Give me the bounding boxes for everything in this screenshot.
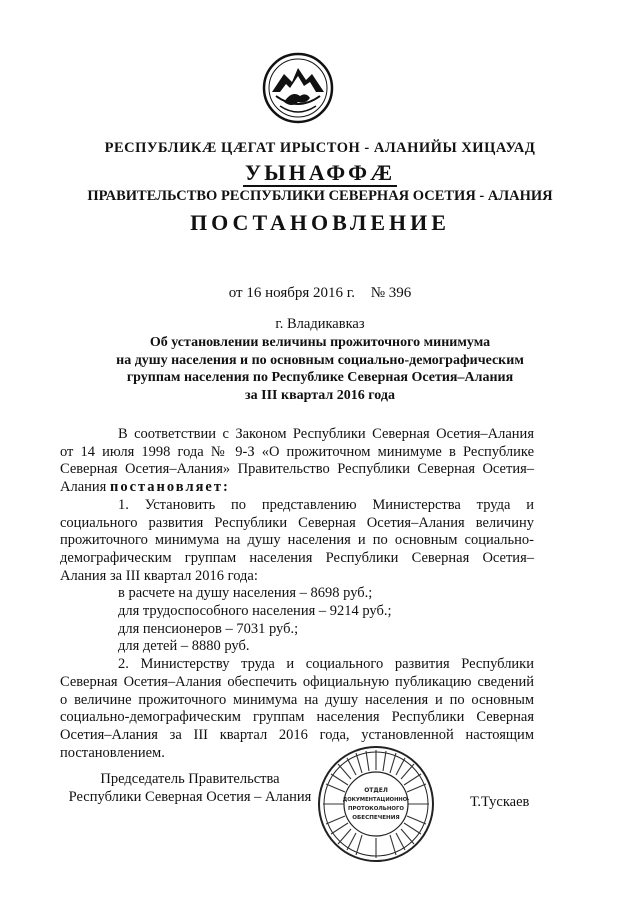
list-item: для детей – 8880 руб.	[118, 638, 250, 655]
signatory-org: Республики Северная Осетия – Алания	[68, 789, 312, 805]
russian-government-name: ПРАВИТЕЛЬСТВО РЕСПУБЛИКИ СЕВЕРНАЯ ОСЕТИЯ - АЛАНИЯ	[87, 188, 553, 204]
title-line: на душу населения и по основным социально-демографическим	[116, 352, 524, 368]
title-line: группам населения по Республике Северная Осетия–Алания	[126, 370, 514, 385]
body-line: Северная Осетия–Алания» Правительство Республики Северная Осетия–	[60, 461, 534, 478]
title-line: Об установлении величины прожиточного минимума	[149, 335, 491, 350]
body-line: прожиточного минимума на душу населения и по основным социально-	[60, 532, 534, 549]
signatory-position	[60, 770, 320, 806]
list-item: в расчете на душу населения – 8698 руб.;	[118, 585, 373, 602]
body-line: социального развития Республики Северная Осетия–Алания величину	[60, 514, 534, 531]
body-line: В соответствии с Законом Республики Северная Осетия–Алания	[118, 426, 534, 442]
stamp-text-3: ПРОТОКОЛЬНОГО	[348, 806, 404, 812]
signatory-name: Т.Тускаев	[470, 794, 530, 810]
city-line: г. Владикавказ	[275, 316, 365, 332]
body-line: о величине прожиточного минимума на душу населения и по основным	[60, 691, 534, 708]
official-stamp	[316, 744, 436, 864]
body-line: Алания постановляет:	[60, 479, 230, 496]
stamp-text-2: ДОКУМЕНТАЦИОННО-	[342, 797, 410, 803]
body-line: демографическим группам населения Республики Северная Осетия–	[60, 549, 534, 566]
ossetian-decree-heading: УЫНАФФӔ	[244, 160, 396, 185]
date-number-line	[0, 285, 640, 302]
body-line: социально-демографическим группам населения Республики Северная	[60, 709, 534, 726]
list-item: для пенсионеров – 7031 руб.;	[118, 620, 299, 637]
body-line: 2. Министерству труда и социального развития Республики	[118, 656, 534, 673]
signatory-title: Председатель Правительства	[100, 771, 280, 787]
ossetian-government-name: РЕСПУБЛИКӔ ЦӔГАТ ИРЫСТОН - АЛАНИЙЫ ХИЦАУАД	[104, 140, 536, 156]
decree-body	[60, 426, 534, 762]
body-line: Северная Осетия–Алания обеспечить официальную публикацию сведений	[60, 673, 534, 690]
decree-number: № 396	[370, 285, 412, 301]
stamp-text-1: ОТДЕЛ	[364, 787, 388, 794]
coat-of-arms-emblem	[262, 52, 334, 124]
list-item: для трудоспособного населения – 9214 руб.;	[118, 603, 392, 620]
stamp-text-4: ОБЕСПЕЧЕНИЯ	[352, 815, 400, 821]
title-line: за III квартал 2016 года	[245, 387, 395, 403]
decree-heading: ПОСТАНОВЛЕНИЕ	[190, 210, 450, 235]
decree-title	[60, 334, 580, 404]
body-line: постановлением.	[60, 744, 165, 761]
resolves-word: постановляет:	[109, 479, 230, 496]
decree-date: от 16 ноября 2016 г.	[228, 285, 355, 301]
body-line: Алания за III квартал 2016 года:	[60, 567, 258, 584]
body-line: от 14 июля 1998 года № 9-З «О прожиточном минимуме в Республике	[60, 443, 534, 460]
body-line: Осетия–Алания за III квартал 2016 года, установленной настоящим	[60, 726, 534, 743]
body-line: 1. Установить по представлению Министерства труда и	[118, 496, 534, 513]
